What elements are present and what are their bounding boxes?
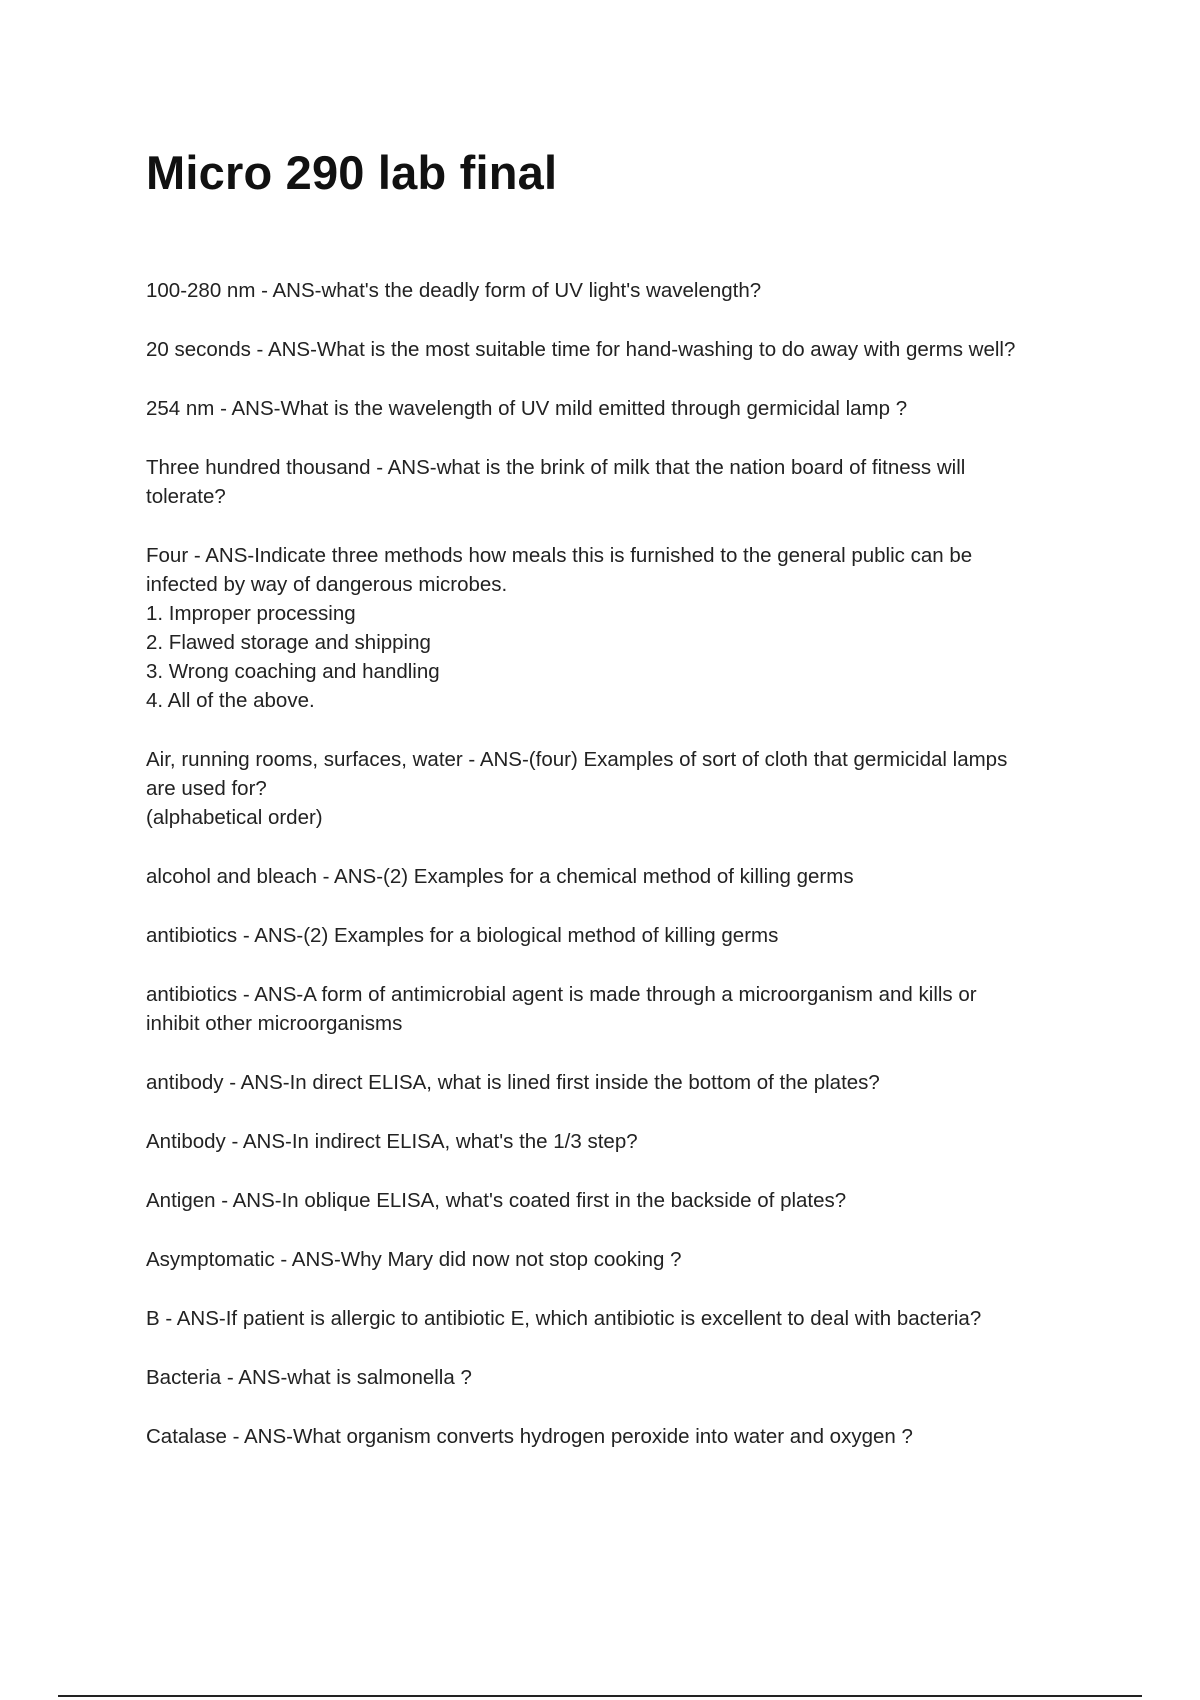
qa-line: Antigen - ANS-In oblique ELISA, what's coated first in the backside of plates? [146, 1189, 847, 1212]
qa-line: infected by way of dangerous microbes. [146, 573, 508, 596]
qa-item [146, 276, 1106, 305]
qa-item [146, 453, 1106, 511]
qa-line: antibiotics - ANS-A form of antimicrobial agent is made through a microorganism and kills or [146, 983, 977, 1006]
document-title: Micro 290 lab final [146, 146, 558, 199]
qa-line: tolerate? [146, 485, 226, 508]
qa-line: Three hundred thousand - ANS-what is the brink of milk that the nation board of fitness will [146, 456, 966, 479]
qa-line: Catalase - ANS-What organism converts hydrogen peroxide into water and oxygen ? [146, 1425, 913, 1448]
qa-line: (alphabetical order) [146, 806, 323, 829]
qa-line: Asymptomatic - ANS-Why Mary did now not stop cooking ? [146, 1248, 682, 1271]
qa-list-line: 2. Flawed storage and shipping [146, 631, 431, 654]
page-bottom-divider [58, 1695, 1142, 1697]
qa-item [146, 1363, 1106, 1392]
qa-list [146, 276, 1106, 1481]
qa-line: Antibody - ANS-In indirect ELISA, what's the 1/3 step? [146, 1130, 638, 1153]
qa-item [146, 1304, 1106, 1333]
qa-line: antibody - ANS-In direct ELISA, what is lined first inside the bottom of the plates? [146, 1071, 880, 1094]
qa-item [146, 980, 1106, 1038]
qa-list-line: 1. Improper processing [146, 602, 356, 625]
qa-list-line: 3. Wrong coaching and handling [146, 660, 440, 683]
qa-line: alcohol and bleach - ANS-(2) Examples for a chemical method of killing germs [146, 865, 854, 888]
qa-item [146, 1127, 1106, 1156]
qa-item [146, 394, 1106, 423]
qa-item [146, 1186, 1106, 1215]
qa-line: 20 seconds - ANS-What is the most suitable time for hand-washing to do away with germs well? [146, 338, 1016, 361]
qa-line: inhibit other microorganisms [146, 1012, 403, 1035]
qa-line: B - ANS-If patient is allergic to antibiotic E, which antibiotic is excellent to deal with bacteria? [146, 1307, 982, 1330]
qa-item [146, 1245, 1106, 1274]
qa-line: antibiotics - ANS-(2) Examples for a biological method of killing germs [146, 924, 779, 947]
qa-item [146, 335, 1106, 364]
qa-item [146, 862, 1106, 891]
qa-item [146, 1068, 1106, 1097]
qa-item [146, 541, 1106, 715]
qa-item [146, 745, 1106, 832]
qa-list-line: 4. All of the above. [146, 689, 315, 712]
qa-line: Four - ANS-Indicate three methods how meals this is furnished to the general public can be [146, 544, 973, 567]
qa-line: 100-280 nm - ANS-what's the deadly form of UV light's wavelength? [146, 279, 762, 302]
qa-line: 254 nm - ANS-What is the wavelength of UV mild emitted through germicidal lamp ? [146, 397, 908, 420]
qa-line: Air, running rooms, surfaces, water - ANS-(four) Examples of sort of cloth that germicidal lamps [146, 748, 1008, 771]
qa-item [146, 1422, 1106, 1451]
qa-line: are used for? [146, 777, 267, 800]
qa-item [146, 921, 1106, 950]
qa-line: Bacteria - ANS-what is salmonella ? [146, 1366, 472, 1389]
